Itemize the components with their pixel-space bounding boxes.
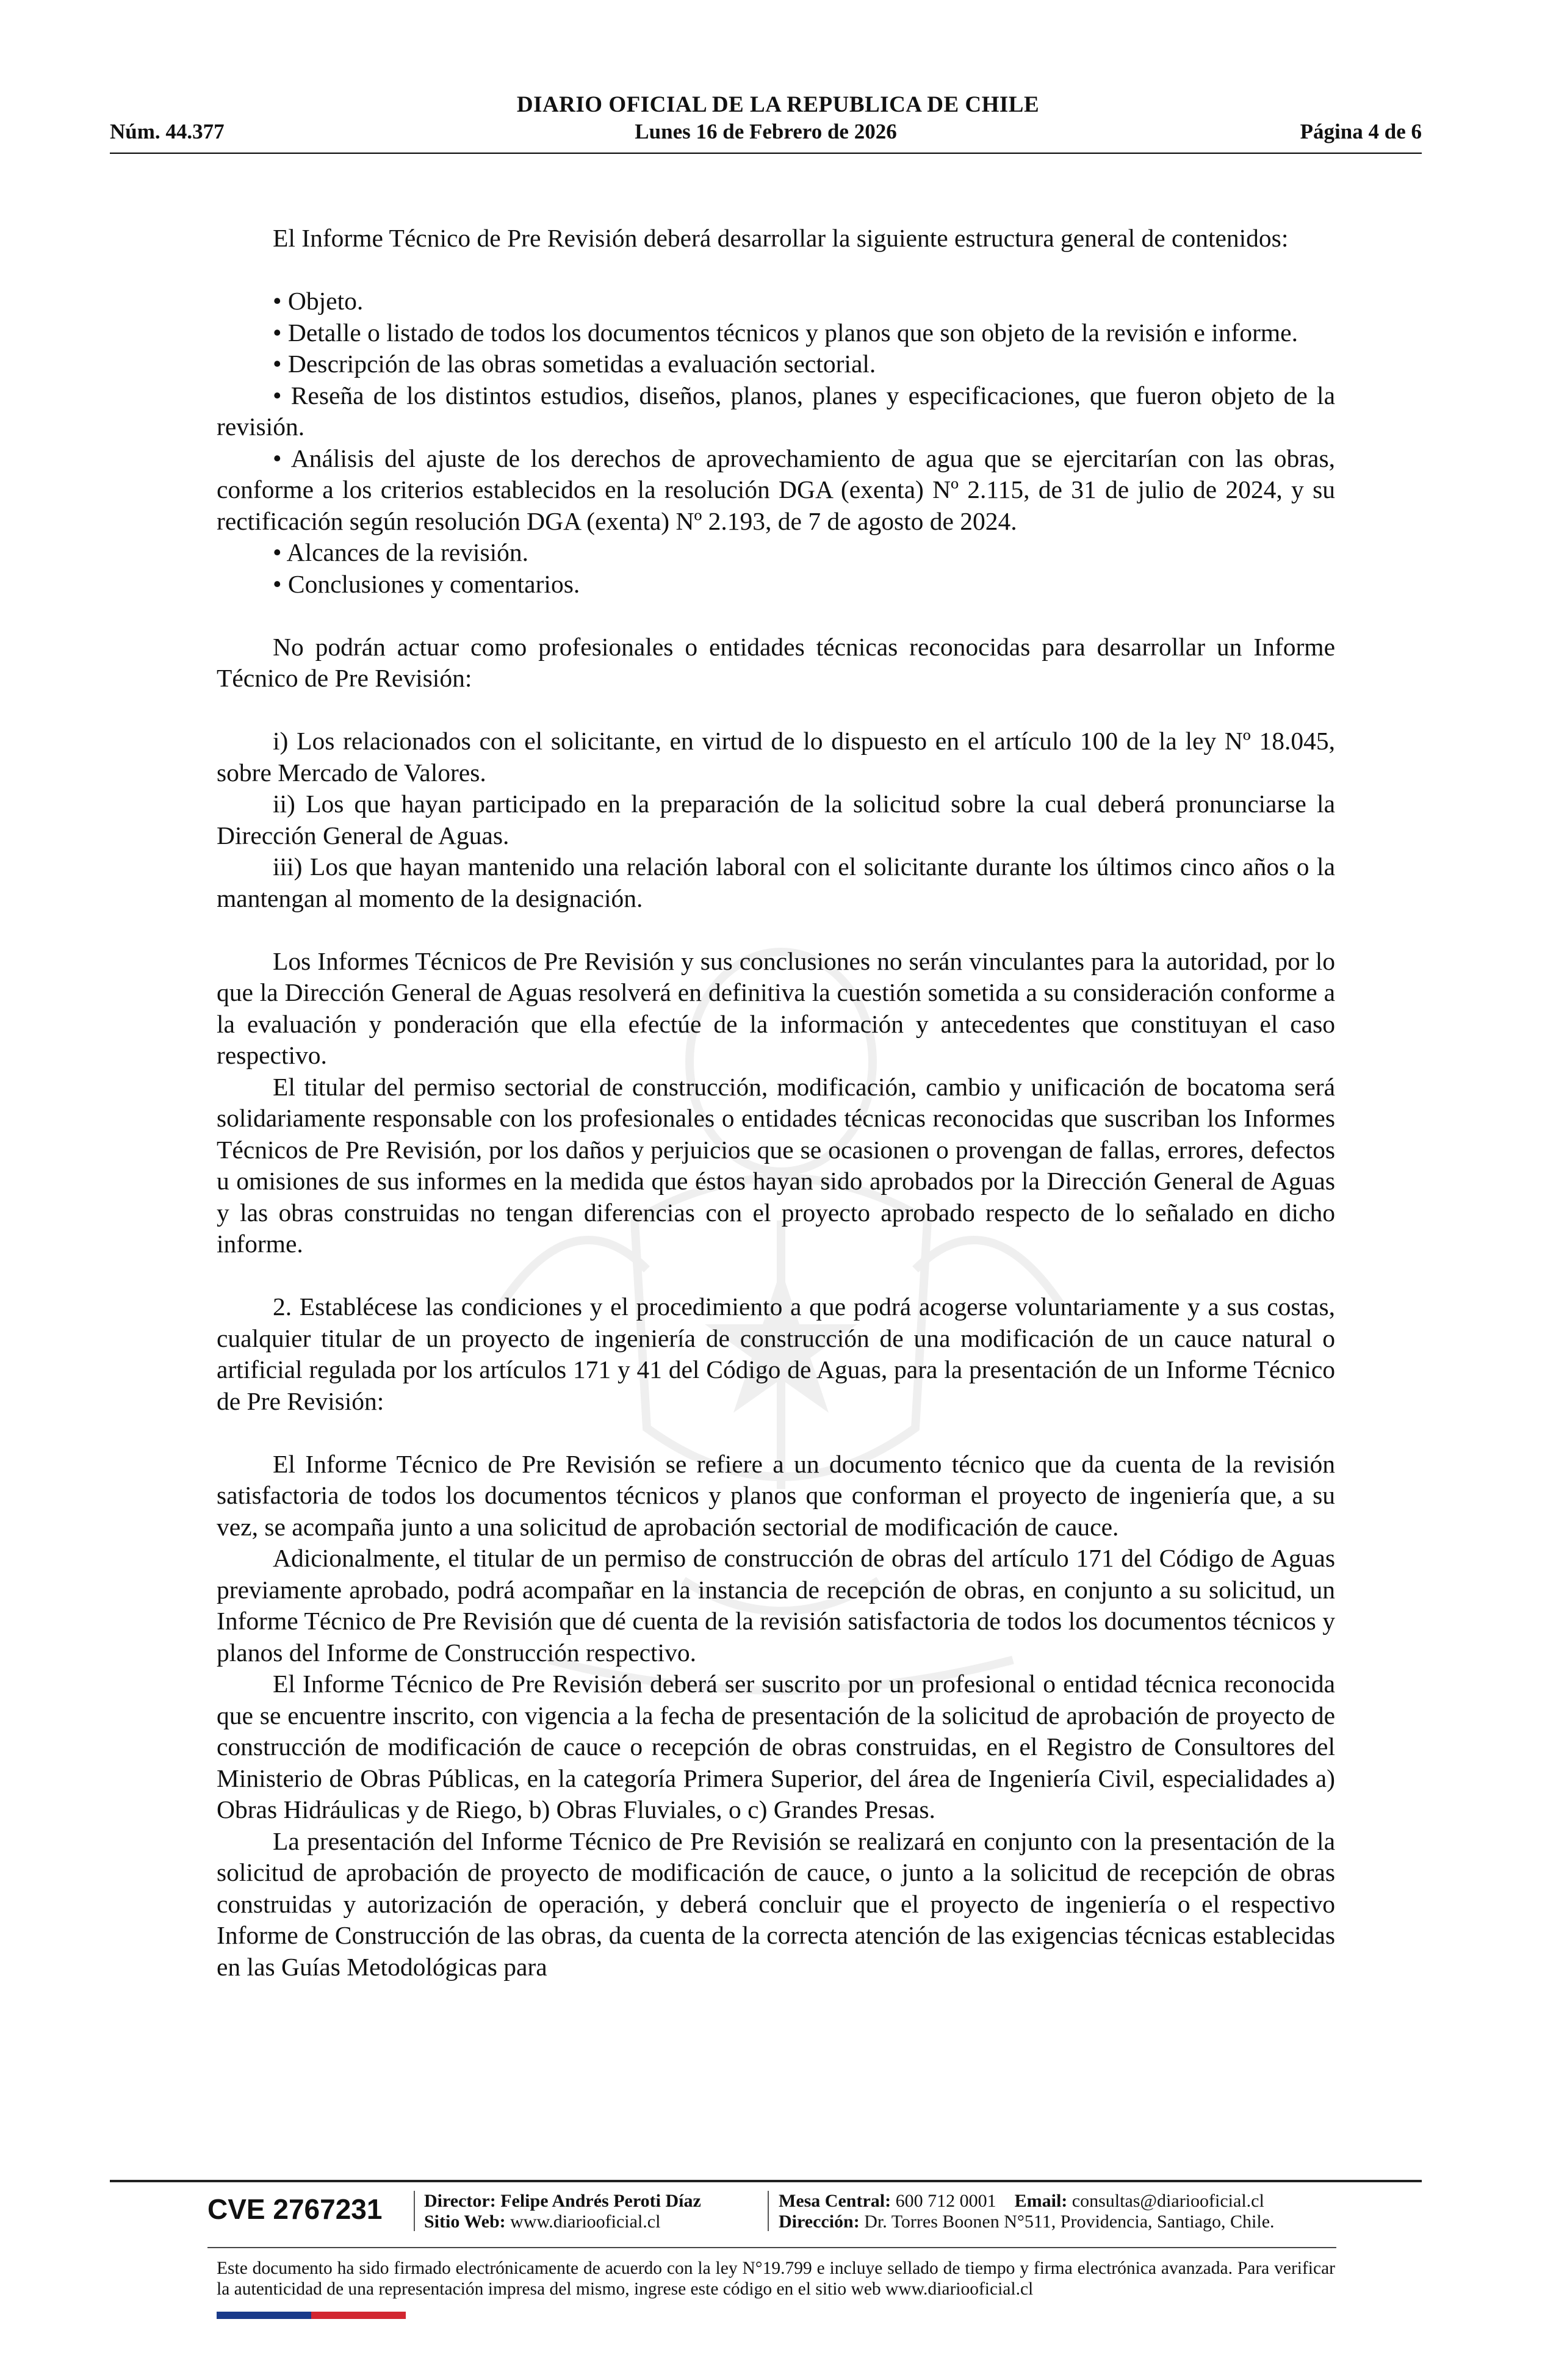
document-body xyxy=(217,223,1335,1983)
address-label: Dirección: xyxy=(779,2212,860,2232)
mesa-phone: 600 712 0001 xyxy=(895,2191,996,2211)
paragraph-refers: El Informe Técnico de Pre Revisión se refiere a un documento técnico que da cuenta de la revisión satisfactoria de todos los documentos técnicos y planos que conforman el proyecto de ingeniería que, a su vez, se acompaña junto a una solicitud de aprobación sectorial de modificación de cauce. xyxy=(217,1449,1335,1541)
bullet-item: • Conclusiones y comentarios. xyxy=(273,569,580,598)
director-label: Director: xyxy=(424,2191,496,2211)
footer-director-block xyxy=(424,2191,701,2232)
paragraph-exclusion-intro: No podrán actuar como profesionales o entidades técnicas reconocidas para desarrollar un Informe Técnico de Pre Revisión: xyxy=(217,632,1335,692)
cve-code: CVE 2767231 xyxy=(207,2193,383,2225)
exclusion-item: iii) Los que hayan mantenido una relación laboral con el solicitante durante los últimos cinco años o la mantengan al momento de la designación. xyxy=(217,853,1335,912)
director-name: Felipe Andrés Peroti Díaz xyxy=(500,2191,701,2211)
header-divider xyxy=(110,153,1422,154)
bullet-item: • Detalle o listado de todos los documentos técnicos y planos que son objeto de la revisión e informe. xyxy=(273,318,1298,347)
email-link[interactable]: consultas@diariooficial.cl xyxy=(1072,2191,1264,2211)
legal-notice: Este documento ha sido firmado electrónicamente de acuerdo con la ley N°19.799 e incluye sellado de tiempo y firma electrónica avanzada. Para verificar la autenticidad de una representación impresa del mismo, ingrese este código en el sitio web www.diariooficial.cl xyxy=(217,2259,1335,2299)
bullet-item: • Alcances de la revisión. xyxy=(273,538,529,566)
site-label: Sitio Web: xyxy=(424,2212,506,2232)
paragraph-additionally: Adicionalmente, el titular de un permiso de construcción de obras del artículo 171 del Código de Aguas previamente aprobado, podrá acompañar en la instancia de recepción de obras, en conjunto a su solicitud, un Informe Técnico de Pre Revisión que dé cuenta de la revisión satisfactoria de todos los documentos técnicos y planos del Informe de Construcción respectivo. xyxy=(217,1544,1335,1667)
flag-bar-red xyxy=(311,2312,406,2319)
site-link[interactable]: www.diariooficial.cl xyxy=(510,2212,661,2232)
exclusion-item: ii) Los que hayan participado en la preparación de la solicitud sobre la cual deberá pronunciarse la Dirección General de Aguas. xyxy=(217,790,1335,849)
footer-separator xyxy=(414,2191,415,2231)
exclusion-item: i) Los relacionados con el solicitante, en virtud de lo dispuesto en el artículo 100 de la ley Nº 18.045, sobre Mercado de Valores. xyxy=(217,727,1335,787)
paragraph-section-2: 2. Establécese las condiciones y el procedimiento a que podrá acogerse voluntariamente y a sus costas, cualquier titular de un proyecto de ingeniería de construcción de una modificación de un cauce natural o artificial regulada por los artículos 171 y 41 del Código de Aguas, para la presentación de un Informe Técnico de Pre Revisión: xyxy=(217,1293,1335,1415)
bullet-item: • Objeto. xyxy=(273,287,364,315)
footer-inner-divider xyxy=(207,2247,1336,2248)
issue-number: Núm. 44.377 xyxy=(110,120,225,143)
mesa-label: Mesa Central: xyxy=(779,2191,891,2211)
footer-separator xyxy=(768,2191,769,2231)
paragraph-presentation: La presentación del Informe Técnico de Pre Revisión se realizará en conjunto con la presentación de la solicitud de aprobación de proyecto de modificación de cauce, o junto a la solicitud de recepción de obras construidas y autorización de operación, y deberá concluir que el proyecto de ingeniería o el respectivo Informe de Construcción de las obras, da cuenta de la correcta atención de las exigencias técnicas establecidas en las Guías Metodológicas para xyxy=(217,1826,1335,1981)
bullet-item: • Análisis del ajuste de los derechos de aprovechamiento de agua que se ejercitarían con las obras, conforme a los criterios establecidos en la resolución DGA (exenta) Nº 2.115, de 31 de julio de 2024, y su rectificación según resolución DGA (exenta) Nº 2.193, de 7 de agosto de 2024. xyxy=(217,444,1335,535)
paragraph-binding: Los Informes Técnicos de Pre Revisión y sus conclusiones no serán vinculantes para la autoridad, por lo que la Dirección General de Aguas resolverá en definitiva la cuestión sometida a su consideración conforme a la evaluación y ponderación que ella efectúe de la información y antecedentes que constituyan el caso respectivo. xyxy=(217,947,1335,1069)
bullet-item: • Descripción de las obras sometidas a evaluación sectorial. xyxy=(273,350,876,378)
issue-date: Lunes 16 de Febrero de 2026 xyxy=(635,120,897,143)
email-label: Email: xyxy=(1014,2191,1068,2211)
newspaper-title: DIARIO OFICIAL DE LA REPUBLICA DE CHILE xyxy=(516,92,1040,117)
bullet-item: • Reseña de los distintos estudios, diseños, planos, planes y especificaciones, que fueron objeto de la revisión. xyxy=(217,381,1335,441)
paragraph-intro: El Informe Técnico de Pre Revisión deberá desarrollar la siguiente estructura general de contenidos: xyxy=(273,224,1289,252)
flag-bar-blue xyxy=(217,2312,311,2319)
paragraph-signed: El Informe Técnico de Pre Revisión deberá ser suscrito por un profesional o entidad técnica reconocida que se encuentre inscrito, con vigencia a la fecha de presentación de la solicitud de aprobación de proyecto de construcción de modificación de cauce o recepción de obras construidas, en el Registro de Consultores del Ministerio de Obras Públicas, en la categoría Primera Superior, del área de Ingeniería Civil, especialidades a) Obras Hidráulicas y de Riego, b) Obras Fluviales, o c) Grandes Presas. xyxy=(217,1670,1335,1823)
footer-contact-block xyxy=(779,2191,1275,2232)
header-info-row xyxy=(110,120,1422,149)
page-indicator: Página 4 de 6 xyxy=(1300,120,1422,143)
paragraph-liability: El titular del permiso sectorial de construcción, modificación, cambio y unificación de bocatoma será solidariamente responsable con los profesionales o entidades técnicas reconocidas que suscriban los Informes Técnicos de Pre Revisión, por los daños y perjuicios que se ocasionen o provengan de fallas, errores, defectos u omisiones de sus informes en la medida que éstos hayan sido aprobados por la Dirección General de Aguas y las obras construidas no tengan diferencias con el proyecto aprobado respecto de lo señalado en dicho informe. xyxy=(217,1072,1335,1258)
footer-divider xyxy=(110,2180,1422,2182)
address-value: Dr. Torres Boonen N°511, Providencia, Santiago, Chile. xyxy=(864,2212,1275,2232)
